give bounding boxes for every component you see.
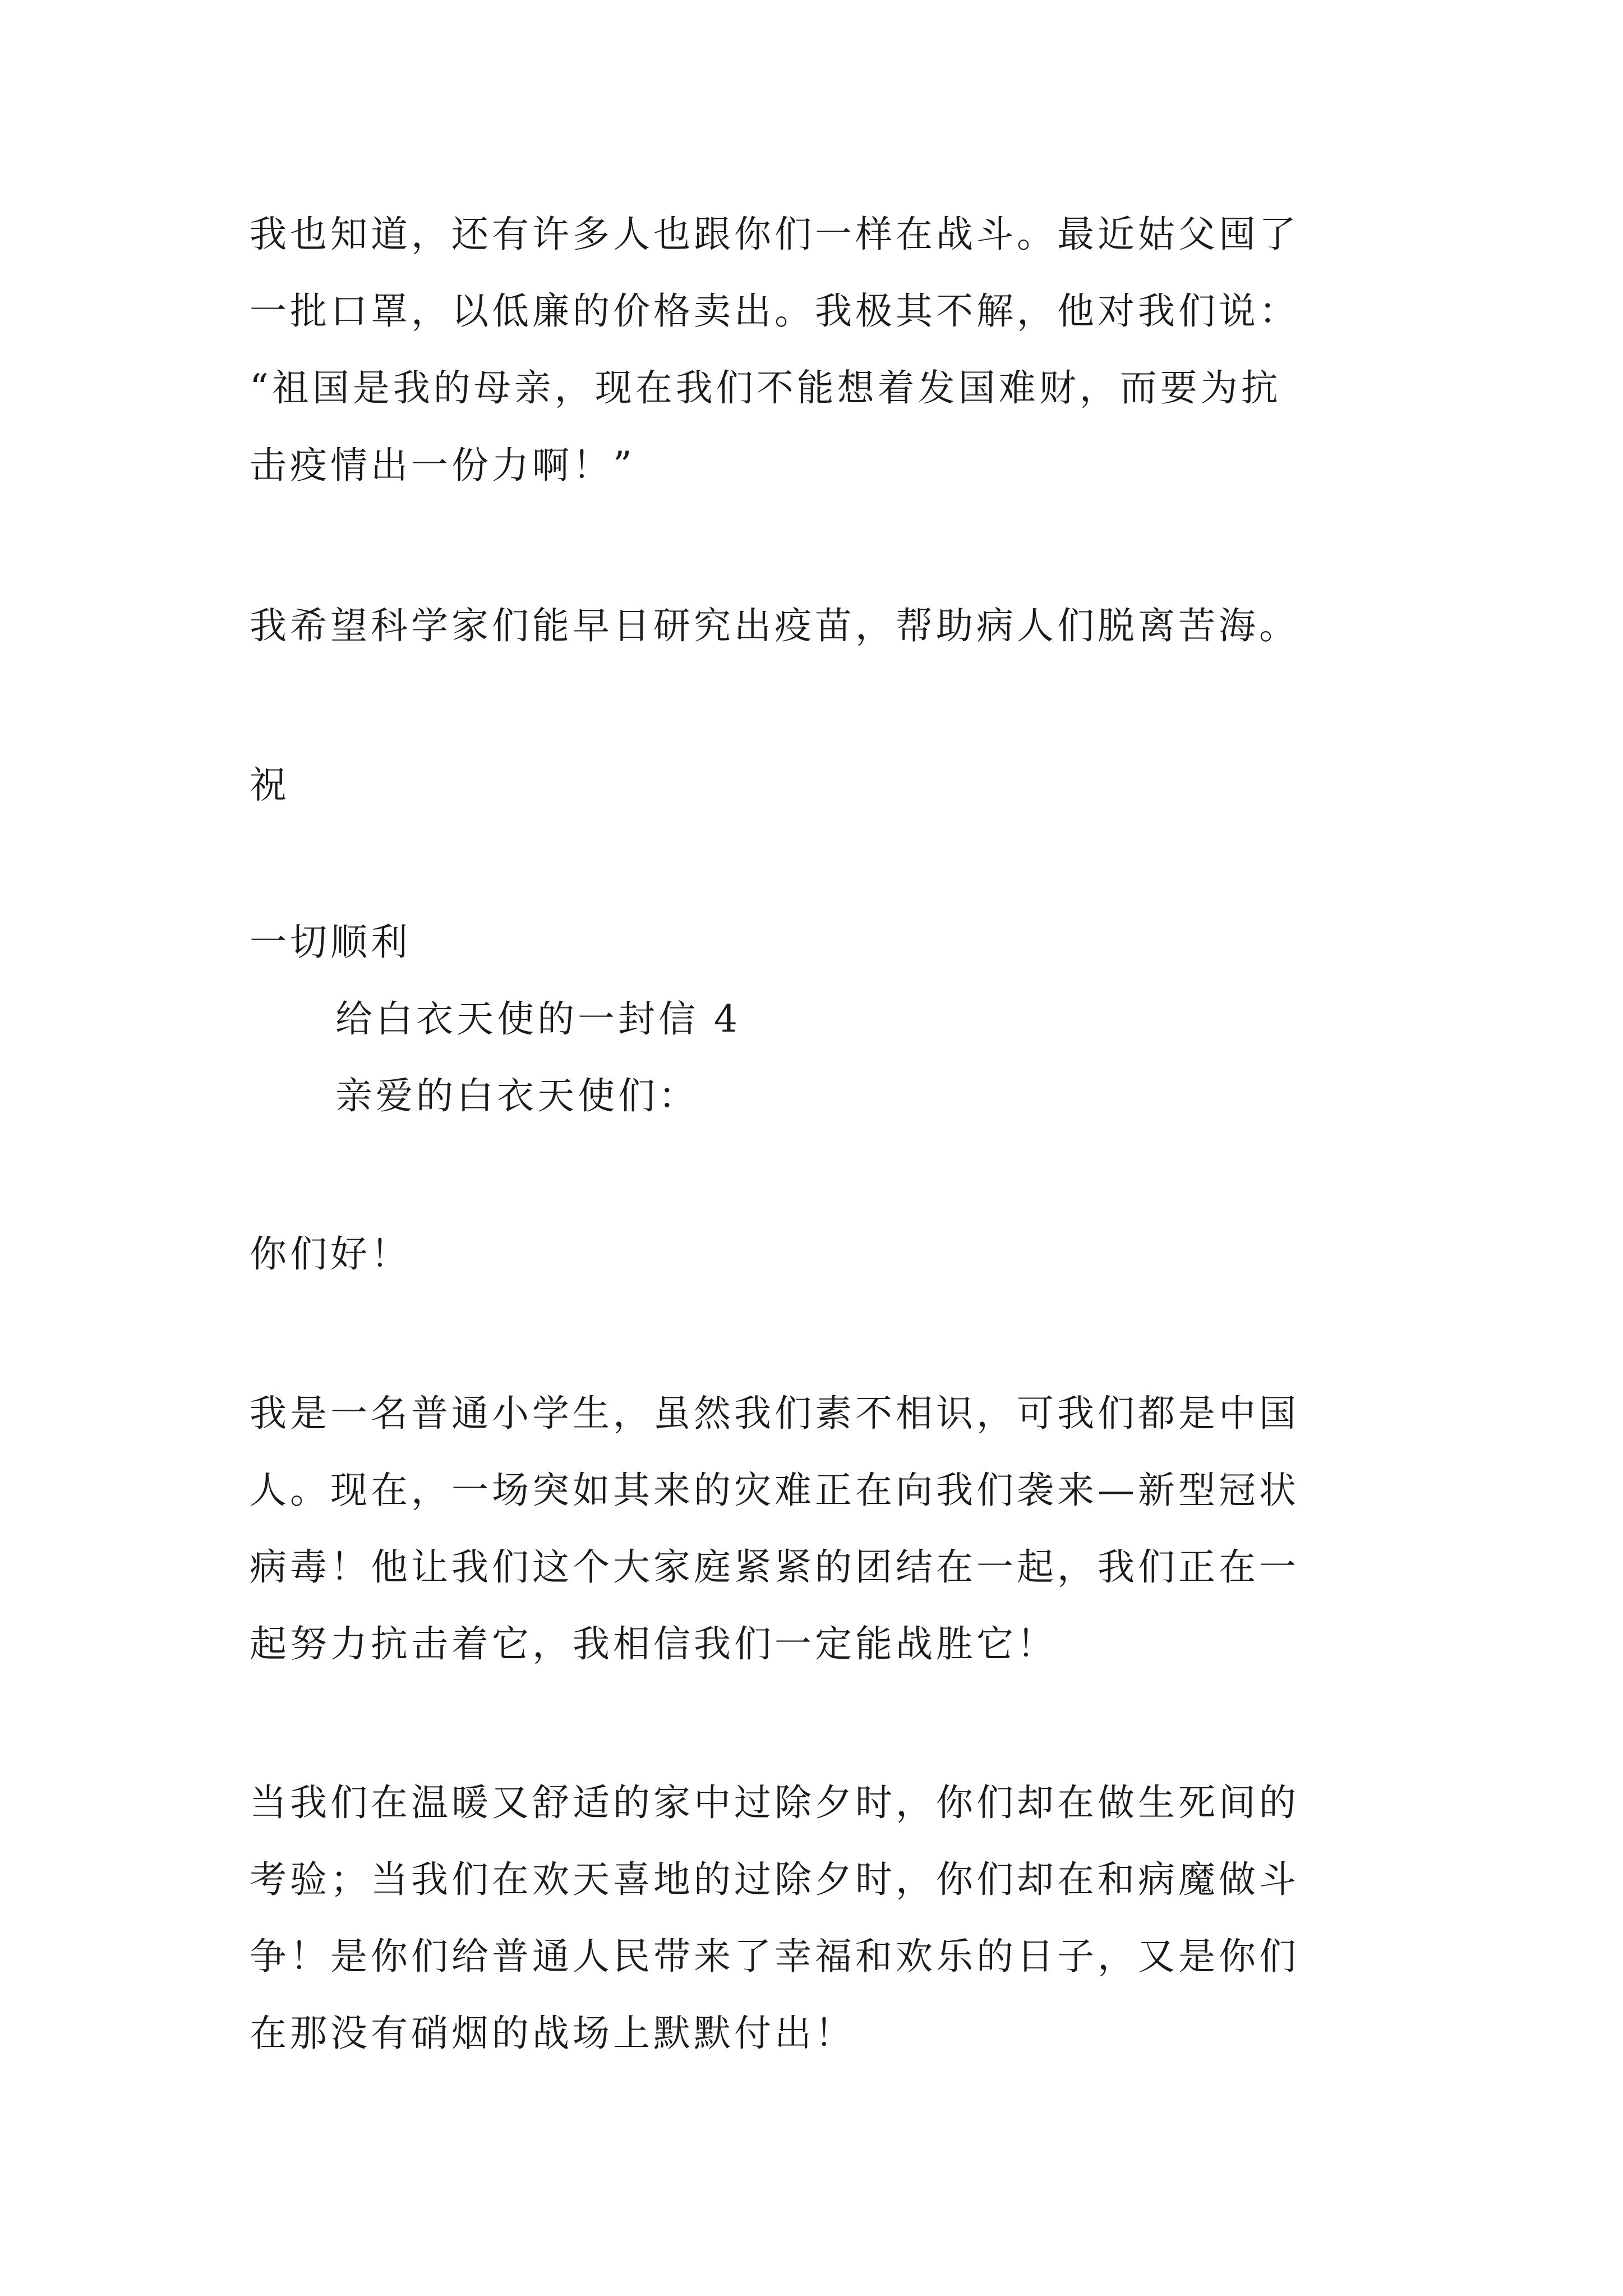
salutation: 亲爱的白衣天使们： <box>335 1074 699 1117</box>
paragraph-2: 我希望科学家们能早日研究出疫苗，帮助病人们脱离苦海。 <box>250 604 1299 647</box>
greeting: 你们好！ <box>250 1232 411 1276</box>
closing-wish: 祝 <box>250 763 290 807</box>
paragraph-3-line-4: 起努力抗击着它，我相信我们一定能战胜它！ <box>250 1622 1057 1665</box>
paragraph-4-line-3: 争！是你们给普通人民带来了幸福和欢乐的日子，又是你们 <box>250 1935 1299 1978</box>
paragraph-4-line-2: 考验；当我们在欢天喜地的过除夕时，你们却在和病魔做斗 <box>250 1858 1299 1901</box>
paragraph-1-line-3: “祖国是我的母亲，现在我们不能想着发国难财，而要为抗 <box>250 366 1281 409</box>
paragraph-3-line-1: 我是一名普通小学生，虽然我们素不相识，可我们都是中国 <box>250 1392 1299 1435</box>
paragraph-1-line-2: 一批口罩，以低廉的价格卖出。我极其不解，他对我们说： <box>250 289 1299 333</box>
paragraph-1-line-1: 我也知道，还有许多人也跟你们一样在战斗。最近姑父囤了 <box>250 213 1299 256</box>
letter-title: 给白衣天使的一封信 4 <box>335 997 741 1041</box>
paragraph-3-line-2: 人。现在，一场突如其来的灾难正在向我们袭来—新型冠状 <box>250 1469 1299 1512</box>
paragraph-3-line-3: 病毒！他让我们这个大家庭紧紧的团结在一起，我们正在一 <box>250 1545 1299 1589</box>
paragraph-1-line-4: 击疫情出一份力啊！” <box>250 444 635 487</box>
paragraph-4-line-4: 在那没有硝烟的战场上默默付出！ <box>250 2012 855 2055</box>
paragraph-4-line-1: 当我们在温暖又舒适的家中过除夕时，你们却在做生死间的 <box>250 1781 1299 1824</box>
closing-phrase: 一切顺利 <box>250 921 411 964</box>
